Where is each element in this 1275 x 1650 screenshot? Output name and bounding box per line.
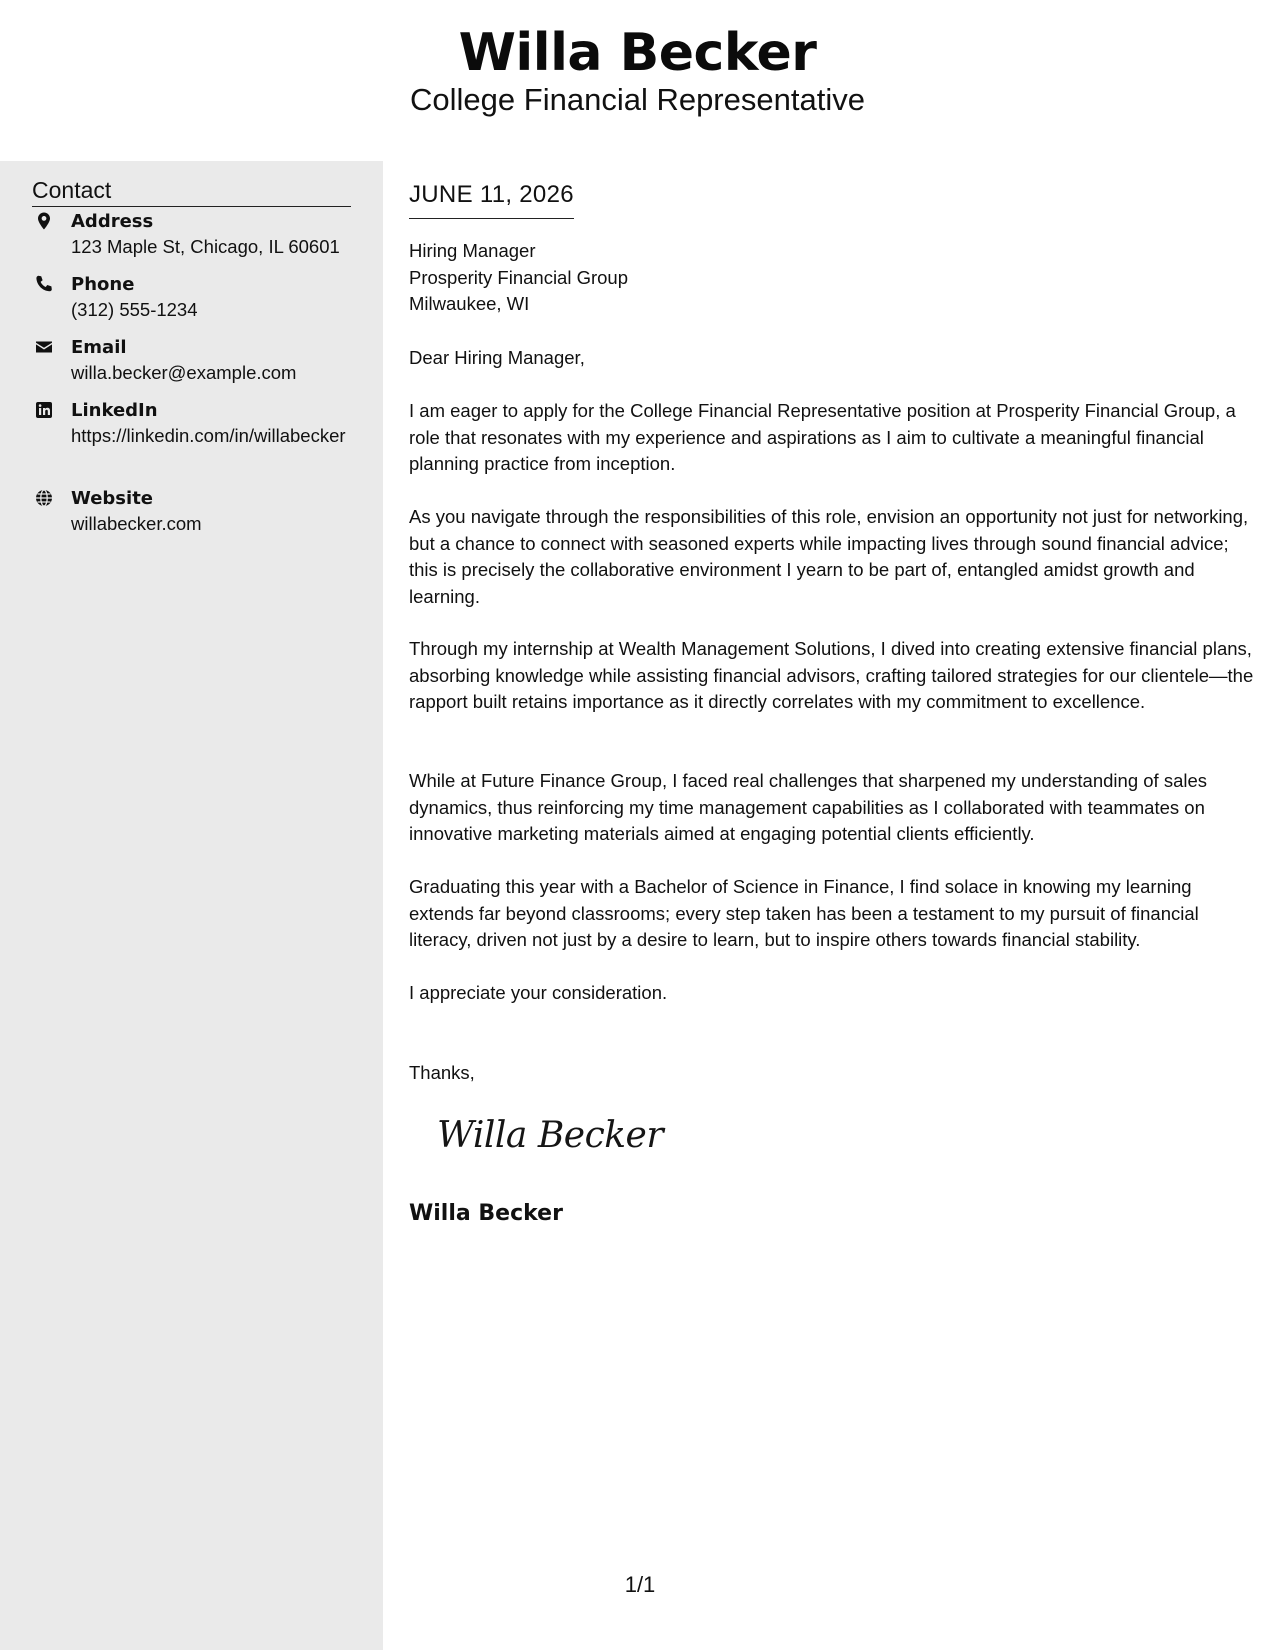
- map-pin-icon: [34, 211, 54, 231]
- paragraph-internship: Through my internship at Wealth Management Solutions, I dived into creating extensive financial plans, absorbing knowledge while assisting financial advisors, crafting tailored strategies for our clientele—the rapport built retains importance as it directly correlates with my commitment to excellence.: [409, 638, 1254, 712]
- phone-value: (312) 555-1234: [71, 299, 198, 320]
- letter-date: JUNE 11, 2026: [409, 179, 574, 219]
- greeting: Dear Hiring Manager,: [409, 347, 585, 368]
- recipient-block: [409, 238, 1239, 318]
- address-label: Address: [71, 211, 154, 232]
- signer-name: Willa Becker: [409, 1201, 563, 1226]
- envelope-icon: [34, 337, 54, 357]
- phone-label: Phone: [71, 274, 135, 295]
- recipient-location: Milwaukee, WI: [409, 293, 530, 314]
- website-value[interactable]: willabecker.com: [71, 513, 202, 534]
- linkedin-icon: [34, 400, 54, 420]
- globe-icon: [34, 488, 54, 508]
- page-number: 1/1: [624, 1572, 656, 1597]
- phone-icon: [34, 274, 54, 294]
- recipient-name: Hiring Manager: [409, 240, 536, 261]
- linkedin-label: LinkedIn: [71, 400, 158, 421]
- paragraph-experience: While at Future Finance Group, I faced real challenges that sharpened my understanding of sales dynamics, thus reinforcing my time management capabilities as I collaborated with teammates on innovative marketing materials aimed at engaging potential clients efficiently.: [409, 770, 1208, 844]
- email-label: Email: [71, 337, 127, 358]
- paragraph-role: As you navigate through the responsibilities of this role, envision an opportunity not just for networking, but a chance to connect with seasoned experts while impacting lives through sound financial advice; this is precisely the collaborative environment I yearn to be part of, entangled amidst growth and learning.: [409, 506, 1249, 607]
- paragraph-education: Graduating this year with a Bachelor of Science in Finance, I find solace in knowing my learning extends far beyond classrooms; every step taken has been a testament to my pursuit of financial literacy, driven not just by a desire to learn, but to inspire others towards financial stability.: [409, 876, 1199, 950]
- document-header: [0, 0, 1275, 160]
- paragraph-intro: I am eager to apply for the College Financial Representative position at Prosperity Financial Group, a role that resonates with my experience and aspirations as I aim to cultivate a meaningful financial planning practice from inception.: [409, 400, 1236, 474]
- contact-heading: Contact: [32, 175, 351, 207]
- applicant-name: Willa Becker: [458, 23, 817, 83]
- recipient-company: Prosperity Financial Group: [409, 266, 629, 288]
- sign-off: Thanks,: [409, 1062, 475, 1083]
- job-title: College Financial Representative: [410, 82, 865, 117]
- linkedin-value[interactable]: https://linkedin.com/in/willabecker: [71, 425, 346, 446]
- handwritten-signature: Willa Becker: [437, 1115, 664, 1156]
- closing-line: I appreciate your consideration.: [409, 982, 668, 1003]
- website-label: Website: [71, 488, 154, 509]
- letter-body: [409, 161, 1254, 1650]
- email-value: willa.becker@example.com: [71, 362, 297, 383]
- address-value: 123 Maple St, Chicago, IL 60601: [71, 236, 340, 257]
- contact-sidebar: [0, 161, 383, 1650]
